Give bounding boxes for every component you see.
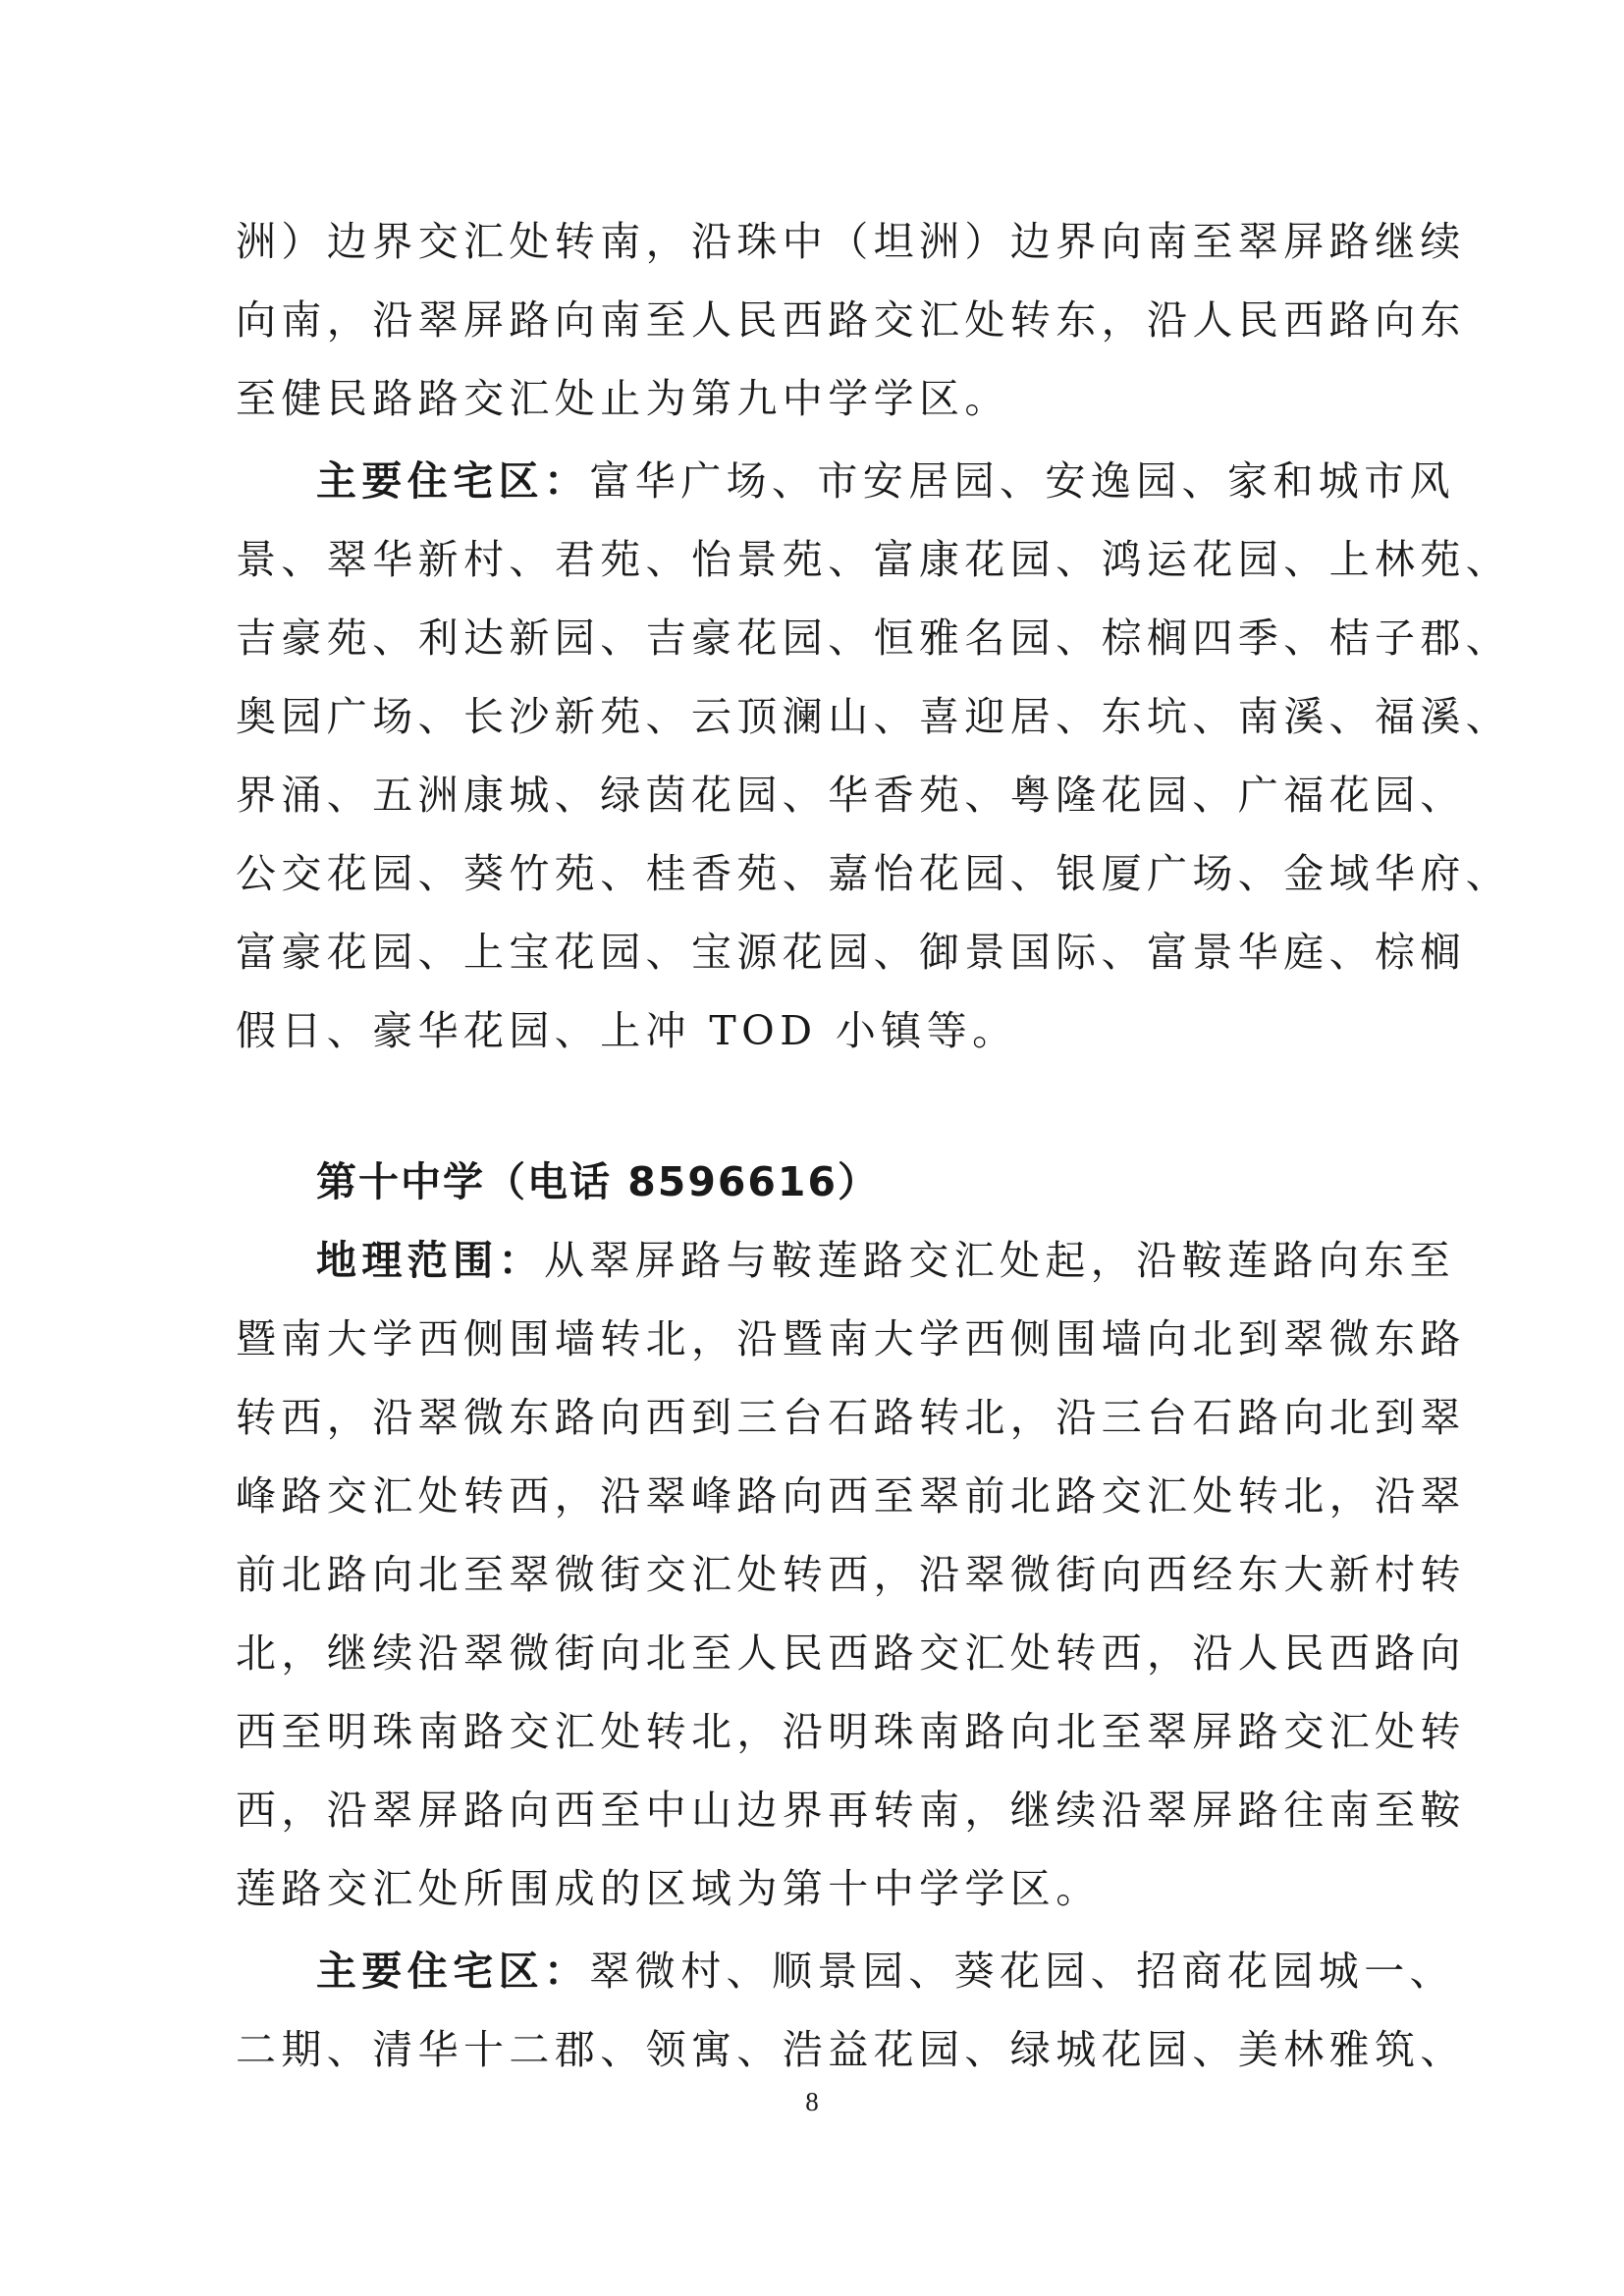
range-line: 西，沿翠屏路向西至中山边界再转南，继续沿翠屏路往南至鞍 [236,1787,1466,1834]
residential-line: 界涌、五洲康城、绿茵花园、华香苑、粤隆花园、广福花园、 [236,772,1466,819]
range-text: 从翠屏路与鞍莲路交汇处起，沿鞍莲路向东至 [544,1237,1455,1284]
range-line: 洲）边界交汇处转南，沿珠中（坦洲）边界向南至翠屏路继续 [236,218,1466,265]
page-number: 8 [805,2087,819,2116]
range-paragraph-first-line [316,1233,1455,1288]
range-line: 西至明珠南路交汇处转北，沿明珠南路向北至翠屏路交汇处转 [236,1708,1466,1755]
residential-line: 景、翠华新村、君苑、怡景苑、富康花园、鸿运花园、上林苑、 [236,536,1512,583]
residential-line: 奥园广场、长沙新苑、云顶澜山、喜迎居、东坑、南溪、福溪、 [236,693,1512,740]
residential-text: 富华广场、市安居园、安逸园、家和城市风 [589,457,1456,505]
residential-paragraph-first-line [316,1944,1456,1999]
residential-label: 主要住宅区： [316,1948,590,1995]
residential-label: 主要住宅区： [316,457,590,505]
range-line: 前北路向北至翠微街交汇处转西，沿翠微街向西经东大新村转 [236,1551,1466,1598]
range-label: 地理范围： [316,1237,544,1284]
range-line: 暨南大学西侧围墙转北，沿暨南大学西侧围墙向北到翠微东路 [236,1315,1466,1362]
residential-line: 假日、豪华花园、上冲 TOD 小镇等。 [236,1007,1018,1054]
range-line: 莲路交汇处所围成的区域为第十中学学区。 [236,1865,1102,1912]
residential-line: 公交花园、葵竹苑、桂香苑、嘉怡花园、银厦广场、金域华府、 [236,850,1512,897]
range-line: 北，继续沿翠微街向北至人民西路交汇处转西，沿人民西路向 [236,1629,1466,1677]
residential-paragraph-first-line [316,454,1456,508]
residential-line: 二期、清华十二郡、领寓、浩益花园、绿城花园、美林雅筑、 [236,2026,1466,2073]
range-line: 至健民路路交汇处止为第九中学学区。 [236,375,1010,422]
residential-text: 翠微村、顺景园、葵花园、招商花园城一、 [589,1948,1456,1995]
residential-line: 吉豪苑、利达新园、吉豪花园、恒雅名园、棕榈四季、桔子郡、 [236,614,1512,662]
residential-line: 富豪花园、上宝花园、宝源花园、御景国际、富景华庭、棕榈 [236,929,1466,976]
school-heading: 第十中学（电话 8596616） [316,1158,880,1205]
range-line: 向南，沿翠屏路向南至人民西路交汇处转东，沿人民西路向东 [236,296,1466,344]
range-line: 转西，沿翠微东路向西到三台石路转北，沿三台石路向北到翠 [236,1394,1466,1441]
range-line: 峰路交汇处转西，沿翠峰路向西至翠前北路交汇处转北，沿翠 [236,1472,1466,1520]
